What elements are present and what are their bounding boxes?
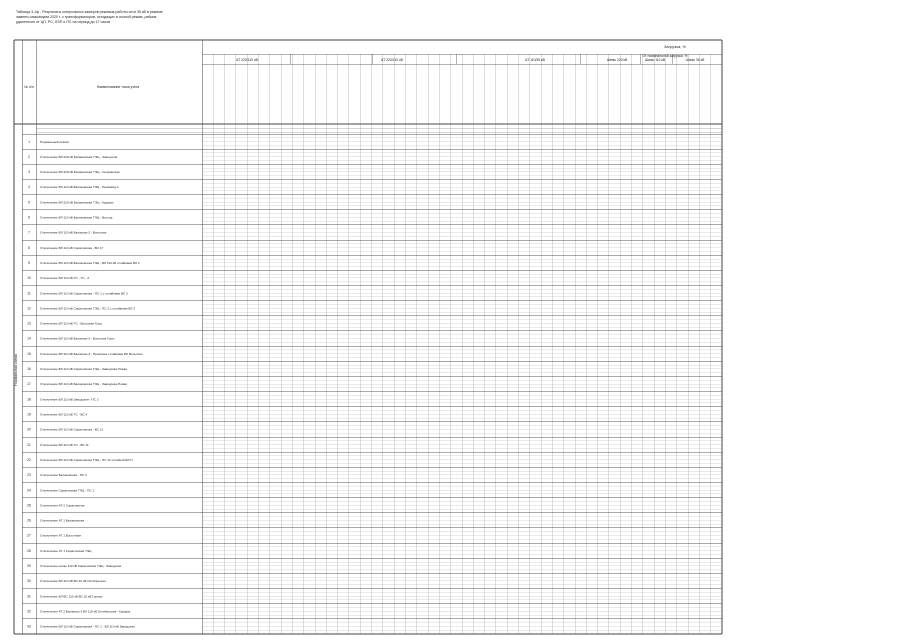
row-name: Отключение ВЛ 220 кВ Балаковская ТЭЦ - Сызранская bbox=[40, 170, 120, 175]
row-name: Отключение шины 110 кВ Саратовская ТЭЦ - Заводская bbox=[40, 564, 122, 569]
header-section-5: Шины 110 кВ bbox=[644, 58, 666, 62]
row-name: Отключение ВЛ 110 кВ ТС - ТС - 2 bbox=[40, 276, 90, 281]
row-number: 14 bbox=[27, 336, 31, 341]
row-name: Отключение ВЛ 110 кВ ТС - ВС 4 bbox=[40, 412, 88, 417]
caption-line-1: Таблица 3.1ф - Результаты контрольных замеров режимов работы сети 35 кВ в режиме bbox=[16, 10, 163, 14]
header-section-2: АТ 220/110 кВ bbox=[381, 58, 403, 62]
row-name: Отключение АТ-2 Саратовская bbox=[40, 503, 85, 508]
row-number: 28 bbox=[27, 548, 31, 553]
row-name: Отключение ВЛ 110 кВ Саратовская ТЭЦ - ПС 2 с отпайками ВЛ 2 bbox=[40, 306, 136, 311]
row-name: Отключение ВЛ 110 кВ Балаково-2 - Вольская bbox=[40, 230, 107, 235]
row-number: 17 bbox=[27, 382, 31, 387]
header-group-right-sub: От номинальной загрузки, % bbox=[642, 54, 688, 58]
row-name: Отключение ВЛ 110 кВ Саратовская ТЭЦ - Заводская-Новая bbox=[40, 367, 128, 372]
row-number: 24 bbox=[27, 488, 31, 493]
row-number: 13 bbox=[27, 321, 31, 326]
row-name: Отключение ВЛ 110 кВ Заводская - ПС 3 bbox=[40, 397, 99, 402]
row-number: 33 bbox=[27, 624, 31, 629]
row-number: 20 bbox=[27, 427, 31, 432]
row-name: Отключение АТ 1 Восточная bbox=[40, 533, 81, 538]
row-number: 23 bbox=[27, 473, 31, 478]
table-grid bbox=[14, 40, 722, 634]
side-label: Нормальная схема bbox=[14, 354, 18, 386]
row-number: 25 bbox=[27, 503, 31, 508]
header-section-3: АТ 110/35 кВ bbox=[525, 58, 545, 62]
row-name: Отключение ВЛ 110 кВ Балаково-3 - Промзона отпайками ВЛ Вольская bbox=[40, 351, 143, 356]
row-number: 21 bbox=[27, 442, 31, 447]
row-name: Нормальный режим bbox=[40, 139, 69, 144]
row-number: 19 bbox=[27, 412, 31, 417]
row-name: Отключение ВЛ 110 кВ Саратовская ТЭЦ - ПС 11 отпайкой ВЛ П bbox=[40, 457, 133, 462]
row-number: 22 bbox=[27, 457, 31, 462]
row-number: 3 bbox=[28, 170, 30, 175]
row-name: Отключение ВЛ 110 кВ Балаковская ТЭЦ - Восход bbox=[40, 215, 113, 220]
row-name: Отключение ВЛ 110 кВ Балаковская ТЭЦ - Заводская-Новая bbox=[40, 382, 127, 387]
row-name: Отключение ВЛ 110 кВ ТС - ВС 11 bbox=[40, 442, 89, 447]
header-col-number: № п/п bbox=[24, 85, 34, 89]
header-section-6: Шины 35 кВ bbox=[685, 58, 705, 62]
row-name: Отключение ВЛ 110 кВ Балаково-3 - Вольская Горы bbox=[40, 336, 115, 341]
row-name: Отключение ВЛ 110 кВ Саратовская - ВС 1Г bbox=[40, 245, 104, 250]
row-name: Отключение ВЛ 220 кВ Балаковская ТЭЦ - Заводской bbox=[40, 154, 118, 159]
row-number: 30 bbox=[27, 579, 31, 584]
row-name: Отключение ВЛ 110 кВ Балаковская ТЭЦ - Ремзавод-1 bbox=[40, 185, 119, 190]
header-col-name: Наименование точки учета bbox=[96, 85, 140, 89]
row-name: Отключение ВЛ 110 кВ ТС - Вольская Горы bbox=[40, 321, 102, 326]
row-number: 7 bbox=[28, 230, 30, 235]
row-number: 16 bbox=[27, 367, 31, 372]
row-name: Отключение ВЛ 110 кВ Саратовская - ПС 1 с отпайками ВЛ 2 bbox=[40, 291, 128, 296]
row-name: Отключение АТ 2 Балаково 3 ВЛ 110 кВ Октябрьская - Курдюм bbox=[40, 609, 131, 614]
row-name: Отключение АТ 1 Балаковская bbox=[40, 518, 85, 523]
row-number: 2 bbox=[28, 154, 30, 159]
row-number: 12 bbox=[27, 306, 31, 311]
row-name: Отключение ВЛ 110 кВ Балаковская ТЭЦ - ВЛ 110 кВ отпайками ВЛ 2 bbox=[40, 260, 140, 265]
row-number: 1 bbox=[28, 139, 30, 144]
row-number: 10 bbox=[27, 276, 31, 281]
row-number: 6 bbox=[28, 215, 30, 220]
header-section-1: АТ 220/110 кВ bbox=[236, 58, 258, 62]
row-name: Отключение АТ 1 Саратовская ТЭЦ bbox=[40, 548, 92, 553]
row-number: 5 bbox=[28, 200, 30, 205]
row-number: 4 bbox=[28, 185, 30, 190]
row-number: 27 bbox=[27, 533, 31, 538]
row-name: Отключение ВЛ 110 кВ Саратовская - ПС 1 - ВЛ 110 кВ Заводская bbox=[40, 624, 135, 629]
row-name: Отключение Саратовская ТЭЦ - ПС 1 bbox=[40, 488, 95, 493]
row-name: Отключение ВЛ 110 кВ Саратовская - ВС 11 bbox=[40, 427, 104, 432]
header-group-right: Загрузка, % bbox=[664, 44, 686, 49]
row-number: 18 bbox=[27, 397, 31, 402]
row-number: 29 bbox=[27, 564, 31, 569]
row-name: Отключение ВЛ ВС 110 кВ ВС 22 кВ Горная bbox=[40, 594, 103, 599]
row-number: 32 bbox=[27, 609, 31, 614]
row-name: Отключение ВЛ 110 кВ ВС 22 кВ Октябрьская bbox=[40, 579, 106, 584]
row-name: Отключение Балаковская - ПС 3 bbox=[40, 473, 87, 478]
row-number: 8 bbox=[28, 245, 30, 250]
header-section-4: Шины 220 кВ bbox=[606, 58, 628, 62]
table-rows bbox=[27, 140, 143, 629]
caption-line-2: зимнего максимума 2020 г. с трансформаторов, отходящих в ночной режим, района bbox=[16, 14, 157, 19]
row-number: 31 bbox=[27, 594, 31, 599]
caption-line-3: удаленного от ЦП, РС, ЛЭП и ПС на период до 17 часов bbox=[16, 19, 111, 24]
row-number: 11 bbox=[27, 291, 31, 296]
row-number: 26 bbox=[27, 518, 31, 523]
row-number: 15 bbox=[27, 351, 31, 356]
row-number: 9 bbox=[28, 260, 30, 265]
row-name: Отключение ВЛ 220 кВ Балаковская ТЭЦ - Курдюм bbox=[40, 200, 114, 205]
